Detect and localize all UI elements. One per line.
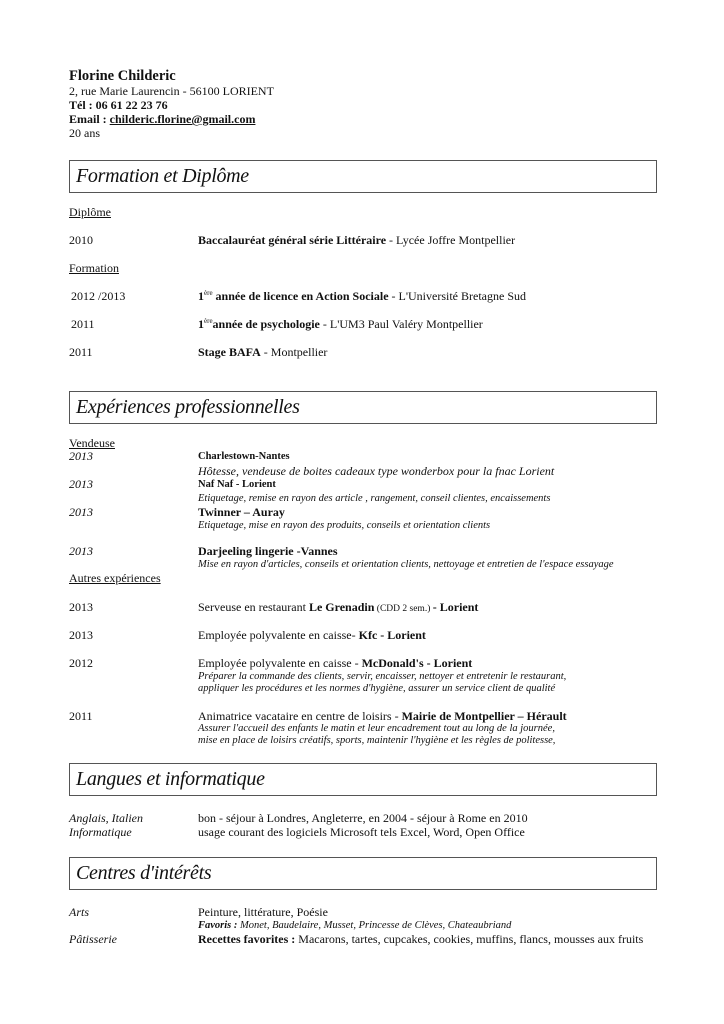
job-role: Animatrice vacataire en centre de loisirs - — [198, 709, 402, 723]
job-year: 2013 — [69, 600, 93, 614]
recettes-value: Macarons, tartes, cupcakes, cookies, muffins, flancs, mousses aux fruits — [295, 932, 644, 946]
skill-label: Informatique — [69, 825, 132, 839]
job-employer: Mairie de Montpellier – Hérault — [401, 709, 567, 723]
job-desc: mise en place de loisirs créatifs, sports, maintenir l'hygiène et les règles de politesse, — [198, 735, 556, 746]
formation-year: 2012 /2013 — [71, 289, 126, 303]
section-title: Expériences professionnelles — [76, 396, 300, 418]
subheading-formation: Formation — [69, 261, 119, 275]
job-role: Serveuse en restaurant — [198, 600, 309, 614]
subheading-autres: Autres expériences — [69, 571, 161, 585]
job-year: 2013 — [69, 477, 93, 491]
section-title: Langues et informatique — [76, 768, 265, 790]
job-year: 2012 — [69, 656, 93, 670]
job-desc: Etiquetage, remise en rayon des article , rangement, conseil clientes, encaissements — [198, 493, 551, 504]
interest-label: Arts — [69, 905, 90, 919]
job-role: Employée polyvalente en caisse- — [198, 628, 359, 642]
job-employer: Twinner – Auray — [198, 505, 285, 519]
section-title: Formation et Diplôme — [76, 165, 249, 187]
subheading-vendeuse: Vendeuse — [69, 436, 115, 450]
job-employer: Darjeeling lingerie -Vannes — [198, 544, 338, 558]
job-year: 2013 — [69, 628, 93, 642]
job-desc: Assurer l'accueil des enfants le matin et leur encadrement tout au long de la journée, — [198, 723, 555, 734]
age: 20 ans — [69, 126, 100, 140]
job-employer: Le Grenadin — [308, 600, 375, 614]
formation-entry — [198, 290, 526, 303]
favoris-value: Monet, Baudelaire, Musset, Princesse de Clèves, Chateaubriand — [237, 920, 512, 931]
job-desc: appliquer les procédures et les normes d'hygiène, assurer un service client de qualité — [198, 683, 556, 694]
job-entry — [198, 629, 426, 642]
skill-value — [198, 812, 528, 825]
formation-title: Stage BAFA — [198, 345, 261, 359]
formation-ordinal: 1 — [198, 317, 204, 331]
formation-ordinal: 1 — [198, 289, 204, 303]
subheading-diplome: Diplôme — [69, 205, 111, 219]
skill-detail: séjour à Londres, Angleterre, en 2004 - séjour à Rome en 2010 — [226, 811, 528, 825]
job-year: 2013 — [69, 505, 93, 519]
job-note: (CDD 2 sem.) — [374, 604, 433, 614]
interest-value: Peinture, littérature, Poésie — [198, 905, 328, 919]
job-employer: Charlestown-Nantes — [198, 451, 290, 462]
skill-label: Anglais, Italien — [69, 811, 143, 825]
email — [69, 113, 255, 126]
job-employer: McDonald's - Lorient — [361, 656, 473, 670]
job-year: 2011 — [69, 709, 93, 723]
job-entry — [198, 710, 567, 723]
formation-ordinal-suffix: ère — [204, 289, 213, 297]
candidate-name: Florine Childeric — [69, 68, 176, 84]
formation-place: - Montpellier — [260, 345, 328, 359]
section-header-experiences — [69, 391, 657, 424]
phone — [69, 99, 168, 112]
diplome-year: 2010 — [69, 233, 93, 247]
phone-label: Tél : — [69, 98, 93, 112]
formation-entry — [198, 346, 327, 359]
formation-year: 2011 — [71, 317, 95, 331]
section-header-interets — [69, 857, 657, 890]
formation-entry — [198, 318, 483, 331]
skill-value: usage courant des logiciels Microsoft tels Excel, Word, Open Office — [198, 825, 525, 839]
email-link[interactable]: childeric.florine@gmail.com — [109, 112, 256, 126]
skill-level: bon - — [198, 811, 226, 825]
job-entry — [198, 601, 478, 616]
diplome-place: - Lycée Joffre Montpellier — [389, 233, 516, 247]
favoris-label: Favoris : — [198, 920, 238, 931]
job-place: - Lorient — [432, 600, 479, 614]
job-desc: Mise en rayon d'articles, conseils et orientation clients, nettoyage et entretien de l'espace essayage — [198, 559, 614, 570]
formation-year: 2011 — [69, 345, 93, 359]
address: 2, rue Marie Laurencin - 56100 LORIENT — [69, 84, 274, 98]
job-desc: Etiquetage, mise en rayon des produits, conseils et orientation clients — [198, 520, 491, 531]
phone-number: 06 61 22 23 76 — [95, 98, 168, 112]
formation-place: - L'Université Bretagne Sud — [391, 289, 526, 303]
job-desc: Préparer la commande des clients, servir, encaisser, nettoyer et entretenir le restaurant, — [198, 671, 567, 682]
diplome-entry — [198, 234, 515, 247]
job-employer: Kfc - Lorient — [358, 628, 426, 642]
section-title: Centres d'intérêts — [76, 862, 212, 884]
section-header-formation — [69, 160, 657, 193]
job-employer: Naf Naf - Lorient — [198, 479, 276, 490]
job-entry — [198, 657, 472, 670]
job-year: 2013 — [69, 449, 93, 463]
formation-place: - L'UM3 Paul Valéry Montpellier — [322, 317, 483, 331]
diplome-title: Baccalauréat général série Littéraire — [198, 233, 387, 247]
section-header-langues — [69, 763, 657, 796]
interest-label: Pâtisserie — [69, 932, 117, 946]
job-role: Employée polyvalente en caisse - — [198, 656, 362, 670]
formation-title: année de psychologie — [212, 317, 320, 331]
job-desc: Hôtesse, vendeuse de boites cadeaux type wonderbox pour la fnac Lorient — [198, 464, 555, 478]
recettes-label: Recettes favorites : — [198, 932, 296, 946]
interest-value — [198, 933, 643, 946]
job-year: 2013 — [69, 544, 93, 558]
formation-title: année de licence en Action Sociale — [212, 289, 389, 303]
formation-ordinal-suffix: ère — [204, 317, 213, 325]
interest-favoris — [198, 920, 511, 932]
email-label: Email : — [69, 112, 107, 126]
